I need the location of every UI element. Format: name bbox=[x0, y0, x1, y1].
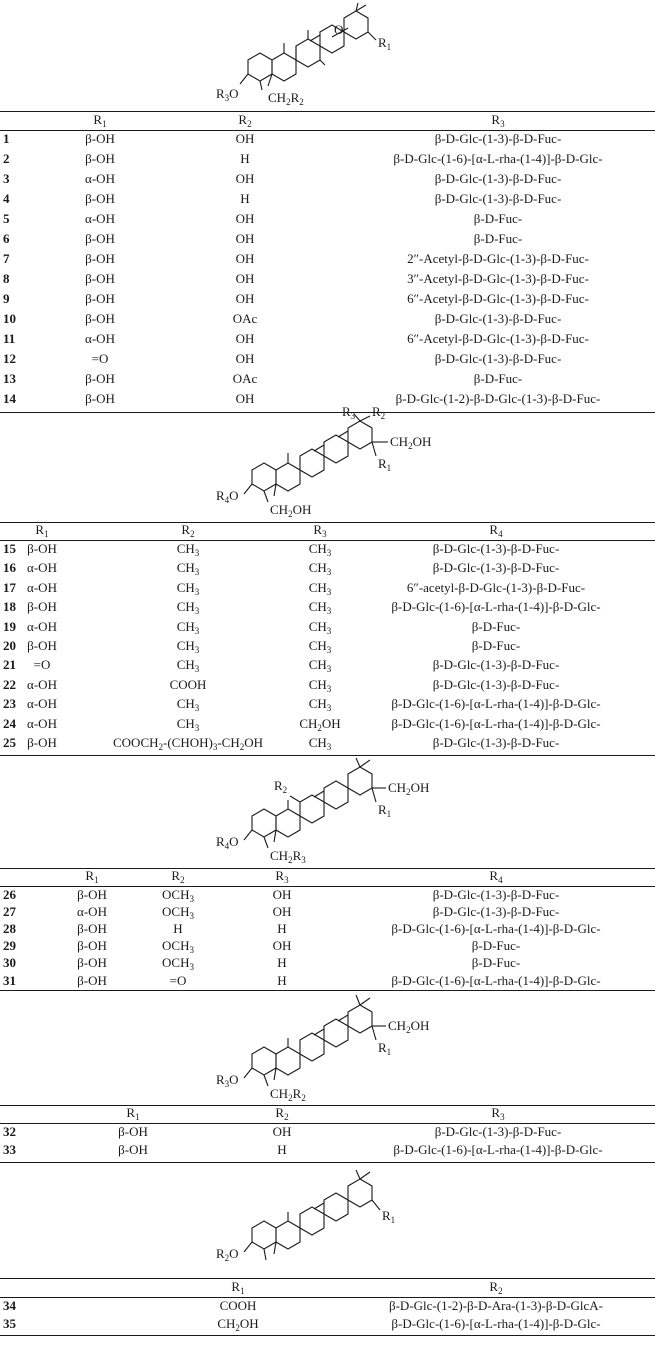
cell-r1: α-OH bbox=[85, 171, 115, 186]
cell-r4: β-D-Glc-(1-3)-β-D-Fuc- bbox=[432, 735, 560, 750]
cell-r3: H bbox=[277, 972, 287, 988]
compound-number: 28 bbox=[3, 921, 16, 937]
cell-r3: β-D-Glc-(1-3)-β-D-Fuc- bbox=[434, 351, 562, 366]
cell-r1: β-OH bbox=[85, 311, 115, 326]
s5-header-r2: $R_2$ bbox=[489, 1279, 503, 1296]
cell-r3: 3″-Acetyl-β-D-Glc-(1-3)-β-D-Fuc- bbox=[407, 271, 589, 286]
compound-number: 18 bbox=[3, 599, 16, 615]
svg-text:R3O: $R_3O$ bbox=[216, 86, 239, 103]
cell-r4: β-D-Glc-(1-3)-β-D-Fuc- bbox=[432, 541, 560, 556]
rule-s5-bottom bbox=[0, 1335, 655, 1336]
cell-r1: β-OH bbox=[77, 938, 107, 954]
compound-number: 19 bbox=[3, 618, 16, 634]
compound-number: 34 bbox=[3, 1298, 16, 1313]
cell-r2: COOH bbox=[169, 676, 207, 692]
cell-r4: β-D-Fuc- bbox=[471, 618, 521, 634]
cell-r1: α-OH bbox=[27, 618, 57, 634]
cell-r3: $CH_3$ bbox=[308, 560, 332, 578]
cell-r2: OAc bbox=[232, 371, 258, 386]
structure-5 bbox=[214, 1168, 474, 1276]
cell-r3: β-D-Fuc- bbox=[473, 231, 523, 246]
s2-header-r3: $R_3$ bbox=[313, 522, 327, 539]
cell-r3: $CH_3$ bbox=[308, 638, 332, 655]
cell-r1: =O bbox=[91, 351, 109, 366]
cell-r2: OH bbox=[235, 391, 255, 406]
compound-number: 4 bbox=[3, 191, 10, 206]
cell-r3: β-D-Glc-(1-3)-β-D-Fuc- bbox=[434, 171, 562, 186]
cell-r2: $CH_3$ bbox=[176, 599, 200, 617]
cell-r2: $CH_3$ bbox=[176, 541, 200, 558]
cell-r1: β-OH bbox=[27, 599, 57, 615]
cell-r3: 6″-Acetyl-β-D-Glc-(1-3)-β-D-Fuc- bbox=[407, 291, 589, 306]
svg-text:R2: $R_2$ bbox=[372, 404, 386, 421]
compound-number: 29 bbox=[3, 938, 16, 954]
cell-r4: β-D-Glc-(1-6)-[α-L-rha-(1-4)]-β-D-Glc- bbox=[391, 696, 601, 712]
svg-text:CH2OH: $CH_2OH$ bbox=[388, 1018, 430, 1035]
cell-r3: $CH_3$ bbox=[308, 657, 332, 675]
compound-number: 26 bbox=[3, 887, 16, 902]
cell-r1: α-OH bbox=[27, 560, 57, 576]
cell-r2: OH bbox=[235, 251, 255, 266]
cell-r1: β-OH bbox=[77, 955, 107, 971]
rule-s2-top bbox=[0, 522, 655, 523]
svg-text:R1: $R_1$ bbox=[378, 802, 392, 819]
cell-r3: β-D-Glc-(1-3)-β-D-Fuc- bbox=[434, 311, 562, 326]
cell-r3: H bbox=[277, 955, 287, 971]
cell-r2: OH bbox=[235, 291, 255, 306]
cell-r1: β-OH bbox=[77, 887, 107, 902]
cell-r2: H bbox=[173, 921, 183, 937]
compound-number: 25 bbox=[3, 735, 16, 750]
cell-r3: β-D-Fuc- bbox=[473, 371, 523, 386]
cell-r2: $CH_3$ bbox=[176, 618, 200, 636]
cell-r4: 6″-acetyl-β-D-Glc-(1-3)-β-D-Fuc- bbox=[406, 579, 586, 595]
cell-r1: α-OH bbox=[27, 676, 57, 692]
cell-r2: $CH_3$ bbox=[176, 560, 200, 578]
cell-r2: β-D-Glc-(1-6)-[α-L-rha-(1-4)]-β-D-Glc- bbox=[391, 1316, 601, 1331]
cell-r3: β-D-Glc-(1-6)-[α-L-rha-(1-4)]-β-D-Glc- bbox=[393, 1142, 603, 1157]
cell-r2: $OCH_3$ bbox=[162, 938, 194, 956]
cell-r2: H bbox=[277, 1142, 287, 1157]
cell-r1: α-OH bbox=[27, 579, 57, 595]
svg-text:CH2R3: $CH_2R_3$ bbox=[270, 848, 306, 865]
svg-text:R1: $R_1$ bbox=[378, 1040, 392, 1057]
svg-text:CH2OH: $CH_2OH$ bbox=[388, 780, 430, 797]
compound-number: 24 bbox=[3, 715, 16, 731]
cell-r1: α-OH bbox=[85, 331, 115, 346]
compound-number: 21 bbox=[3, 657, 16, 673]
cell-r1: β-OH bbox=[85, 131, 115, 146]
svg-text:R1: $R_1$ bbox=[378, 456, 392, 473]
cell-r2: $CH_3$ bbox=[176, 657, 200, 675]
cell-r1: β-OH bbox=[85, 371, 115, 386]
svg-text:R2O: $R_2O$ bbox=[216, 1246, 239, 1263]
cell-r4: β-D-Fuc- bbox=[471, 638, 521, 653]
compound-number: 22 bbox=[3, 676, 16, 692]
s3-header-r4: $R_4$ bbox=[489, 868, 503, 885]
cell-r2: $CH_3$ bbox=[176, 696, 200, 714]
compound-number: 30 bbox=[3, 955, 16, 971]
rule-s5-top bbox=[0, 1278, 655, 1279]
s1-header-r1: $R_1$ bbox=[93, 112, 107, 129]
cell-r3: $CH_3$ bbox=[308, 579, 332, 597]
cell-r1: α-OH bbox=[27, 715, 57, 731]
compound-number: 6 bbox=[3, 231, 10, 246]
s4-header-r3: $R_3$ bbox=[491, 1105, 505, 1122]
cell-r2: OH bbox=[235, 271, 255, 286]
cell-r3: OH bbox=[272, 904, 292, 920]
compound-number: 32 bbox=[3, 1124, 16, 1139]
cell-r1: β-OH bbox=[85, 151, 115, 166]
cell-r3: $CH_3$ bbox=[308, 618, 332, 636]
s3-header-r3: $R_3$ bbox=[275, 868, 289, 885]
cell-r2: $CH_3$ bbox=[176, 579, 200, 597]
s5-header-r1: $R_1$ bbox=[231, 1279, 245, 1296]
compound-number: 20 bbox=[3, 638, 16, 653]
compound-number: 35 bbox=[3, 1316, 16, 1331]
compound-number: 5 bbox=[3, 211, 10, 226]
cell-r3: β-D-Glc-(1-6)-[α-L-rha-(1-4)]-β-D-Glc- bbox=[393, 151, 603, 166]
structure-3 bbox=[214, 756, 474, 866]
svg-text:CH2OH: $CH_2OH$ bbox=[270, 502, 312, 519]
svg-text:R4O: $R_4O$ bbox=[216, 488, 239, 505]
svg-text:CH2R2: $CH_2R_2$ bbox=[270, 1086, 306, 1103]
compound-number: 15 bbox=[3, 541, 16, 556]
cell-r3: 2″-Acetyl-β-D-Glc-(1-3)-β-D-Fuc- bbox=[407, 251, 589, 266]
svg-text:R3O: $R_3O$ bbox=[216, 1072, 239, 1089]
cell-r1: β-OH bbox=[77, 972, 107, 988]
cell-r2: $OCH_3$ bbox=[162, 887, 194, 904]
cell-r3: 6″-Acetyl-β-D-Glc-(1-3)-β-D-Fuc- bbox=[407, 331, 589, 346]
cell-r3: β-D-Glc-(1-3)-β-D-Fuc- bbox=[434, 131, 562, 146]
compound-number: 9 bbox=[3, 291, 10, 306]
svg-text:CH2R2: $CH_2R_2$ bbox=[268, 90, 304, 107]
cell-r4: β-D-Fuc- bbox=[471, 938, 521, 954]
svg-text:R4O: $R_4O$ bbox=[216, 834, 239, 851]
cell-r2: OH bbox=[235, 171, 255, 186]
cell-r3: $CH_3$ bbox=[308, 696, 332, 714]
cell-r4: β-D-Glc-(1-6)-[α-L-rha-(1-4)]-β-D-Glc- bbox=[391, 921, 601, 937]
cell-r2: OH bbox=[235, 351, 255, 366]
cell-r2: $OCH_3$ bbox=[162, 904, 194, 922]
compound-number: 2 bbox=[3, 151, 10, 166]
cell-r2: β-D-Glc-(1-2)-β-D-Ara-(1-3)-β-D-GlcA- bbox=[388, 1298, 604, 1313]
cell-r2: OAc bbox=[232, 311, 258, 326]
cell-r2: OH bbox=[235, 131, 255, 146]
cell-r2: OH bbox=[272, 1124, 292, 1139]
cell-r3: $CH_3$ bbox=[308, 735, 332, 752]
compound-number: 8 bbox=[3, 271, 10, 286]
cell-r3: $CH_3$ bbox=[308, 599, 332, 617]
compound-number: 23 bbox=[3, 696, 16, 712]
s2-header-r1: $R_1$ bbox=[35, 522, 49, 539]
struct1-label-o: O bbox=[334, 22, 344, 37]
cell-r3: $CH_3$ bbox=[308, 541, 332, 558]
cell-r2: OH bbox=[235, 231, 255, 246]
cell-r2: H bbox=[240, 191, 250, 206]
svg-text:R1: $R_1$ bbox=[382, 1208, 396, 1225]
structure-2 bbox=[214, 404, 474, 520]
cell-r3: β-D-Fuc- bbox=[473, 211, 523, 226]
cell-r2: $CH_3$ bbox=[176, 715, 200, 733]
s4-header-r1: $R_1$ bbox=[126, 1105, 140, 1122]
cell-r2: =O bbox=[169, 972, 187, 988]
s2-header-r4: $R_4$ bbox=[489, 522, 503, 539]
cell-r3: $CH_3$ bbox=[308, 676, 332, 694]
cell-r1: β-OH bbox=[118, 1142, 148, 1157]
cell-r1: β-OH bbox=[85, 231, 115, 246]
cell-r3: $CH_2OH$ bbox=[299, 715, 341, 733]
cell-r1: β-OH bbox=[77, 921, 107, 937]
cell-r3: OH bbox=[272, 887, 292, 902]
compound-number: 11 bbox=[3, 331, 16, 346]
cell-r3: β-D-Glc-(1-3)-β-D-Fuc- bbox=[434, 191, 562, 206]
cell-r3: H bbox=[277, 921, 287, 937]
compound-number: 27 bbox=[3, 904, 16, 920]
cell-r1: β-OH bbox=[118, 1124, 148, 1139]
cell-r4: β-D-Glc-(1-3)-β-D-Fuc- bbox=[432, 657, 560, 673]
cell-r4: β-D-Glc-(1-3)-β-D-Fuc- bbox=[432, 887, 560, 902]
cell-r1: β-OH bbox=[27, 638, 57, 653]
rule-s4-top bbox=[0, 1105, 655, 1106]
cell-r3: β-D-Glc-(1-3)-β-D-Fuc- bbox=[434, 1124, 562, 1139]
cell-r2: $CH_3$ bbox=[176, 638, 200, 655]
compound-number: 31 bbox=[3, 972, 16, 988]
compound-number: 17 bbox=[3, 579, 16, 595]
svg-text:R3: $R_3$ bbox=[342, 404, 356, 421]
svg-text:R2: $R_2$ bbox=[274, 778, 288, 795]
cell-r1: β-OH bbox=[85, 391, 115, 406]
cell-r1: β-OH bbox=[85, 191, 115, 206]
cell-r1: α-OH bbox=[27, 696, 57, 712]
cell-r1: β-OH bbox=[85, 251, 115, 266]
cell-r1: α-OH bbox=[85, 211, 115, 226]
compound-number: 14 bbox=[3, 391, 16, 406]
compound-number: 16 bbox=[3, 560, 16, 576]
cell-r1: β-OH bbox=[27, 541, 57, 556]
cell-r4: β-D-Glc-(1-3)-β-D-Fuc- bbox=[432, 676, 560, 692]
cell-r1: =O bbox=[33, 657, 51, 673]
cell-r1: COOH bbox=[219, 1298, 257, 1313]
cell-r4: β-D-Glc-(1-6)-[α-L-rha-(1-4)]-β-D-Glc- bbox=[391, 715, 601, 731]
compound-number: 33 bbox=[3, 1142, 16, 1157]
svg-text:CH2OH: $CH_2OH$ bbox=[390, 434, 432, 451]
cell-r2: OH bbox=[235, 211, 255, 226]
cell-r4: β-D-Glc-(1-6)-[α-L-rha-(1-4)]-β-D-Glc- bbox=[391, 599, 601, 615]
cell-r2: OH bbox=[235, 331, 255, 346]
cell-r2: H bbox=[240, 151, 250, 166]
compound-number: 1 bbox=[3, 131, 10, 146]
compound-number: 12 bbox=[3, 351, 16, 366]
cell-r2: $OCH_3$ bbox=[162, 955, 194, 973]
cell-r1: β-OH bbox=[27, 735, 57, 750]
s1-header-r3: $R_3$ bbox=[491, 112, 505, 129]
cell-r2: $COOCH_2-(CHOH)_3-CH_2OH$ bbox=[112, 735, 264, 752]
compound-number: 13 bbox=[3, 371, 16, 386]
svg-text:R1: $R_1$ bbox=[378, 35, 392, 52]
cell-r3: β-D-Glc-(1-2)-β-D-Glc-(1-3)-β-D-Fuc- bbox=[395, 391, 601, 406]
cell-r3: OH bbox=[272, 938, 292, 954]
rule-s3-bottom bbox=[0, 990, 655, 991]
cell-r1: $CH_2OH$ bbox=[217, 1316, 259, 1333]
structure-1 bbox=[210, 2, 460, 110]
rule-s4-bottom bbox=[0, 1162, 655, 1163]
structure-4 bbox=[214, 992, 474, 1104]
compound-number: 10 bbox=[3, 311, 16, 326]
s4-header-r2: $R_2$ bbox=[275, 1105, 289, 1122]
cell-r4: β-D-Glc-(1-6)-[α-L-rha-(1-4)]-β-D-Glc- bbox=[391, 972, 601, 988]
cell-r1: β-OH bbox=[85, 271, 115, 286]
cell-r1: β-OH bbox=[85, 291, 115, 306]
compound-number: 3 bbox=[3, 171, 10, 186]
s1-header-r2: $R_2$ bbox=[238, 112, 252, 129]
cell-r1: α-OH bbox=[77, 904, 107, 920]
cell-r4: β-D-Glc-(1-3)-β-D-Fuc- bbox=[432, 560, 560, 576]
compound-number: 7 bbox=[3, 251, 10, 266]
s2-header-r2: $R_2$ bbox=[181, 522, 195, 539]
cell-r4: β-D-Fuc- bbox=[471, 955, 521, 971]
s3-header-r1: $R_1$ bbox=[85, 868, 99, 885]
s3-header-r2: $R_2$ bbox=[171, 868, 185, 885]
cell-r4: β-D-Glc-(1-3)-β-D-Fuc- bbox=[432, 904, 560, 920]
